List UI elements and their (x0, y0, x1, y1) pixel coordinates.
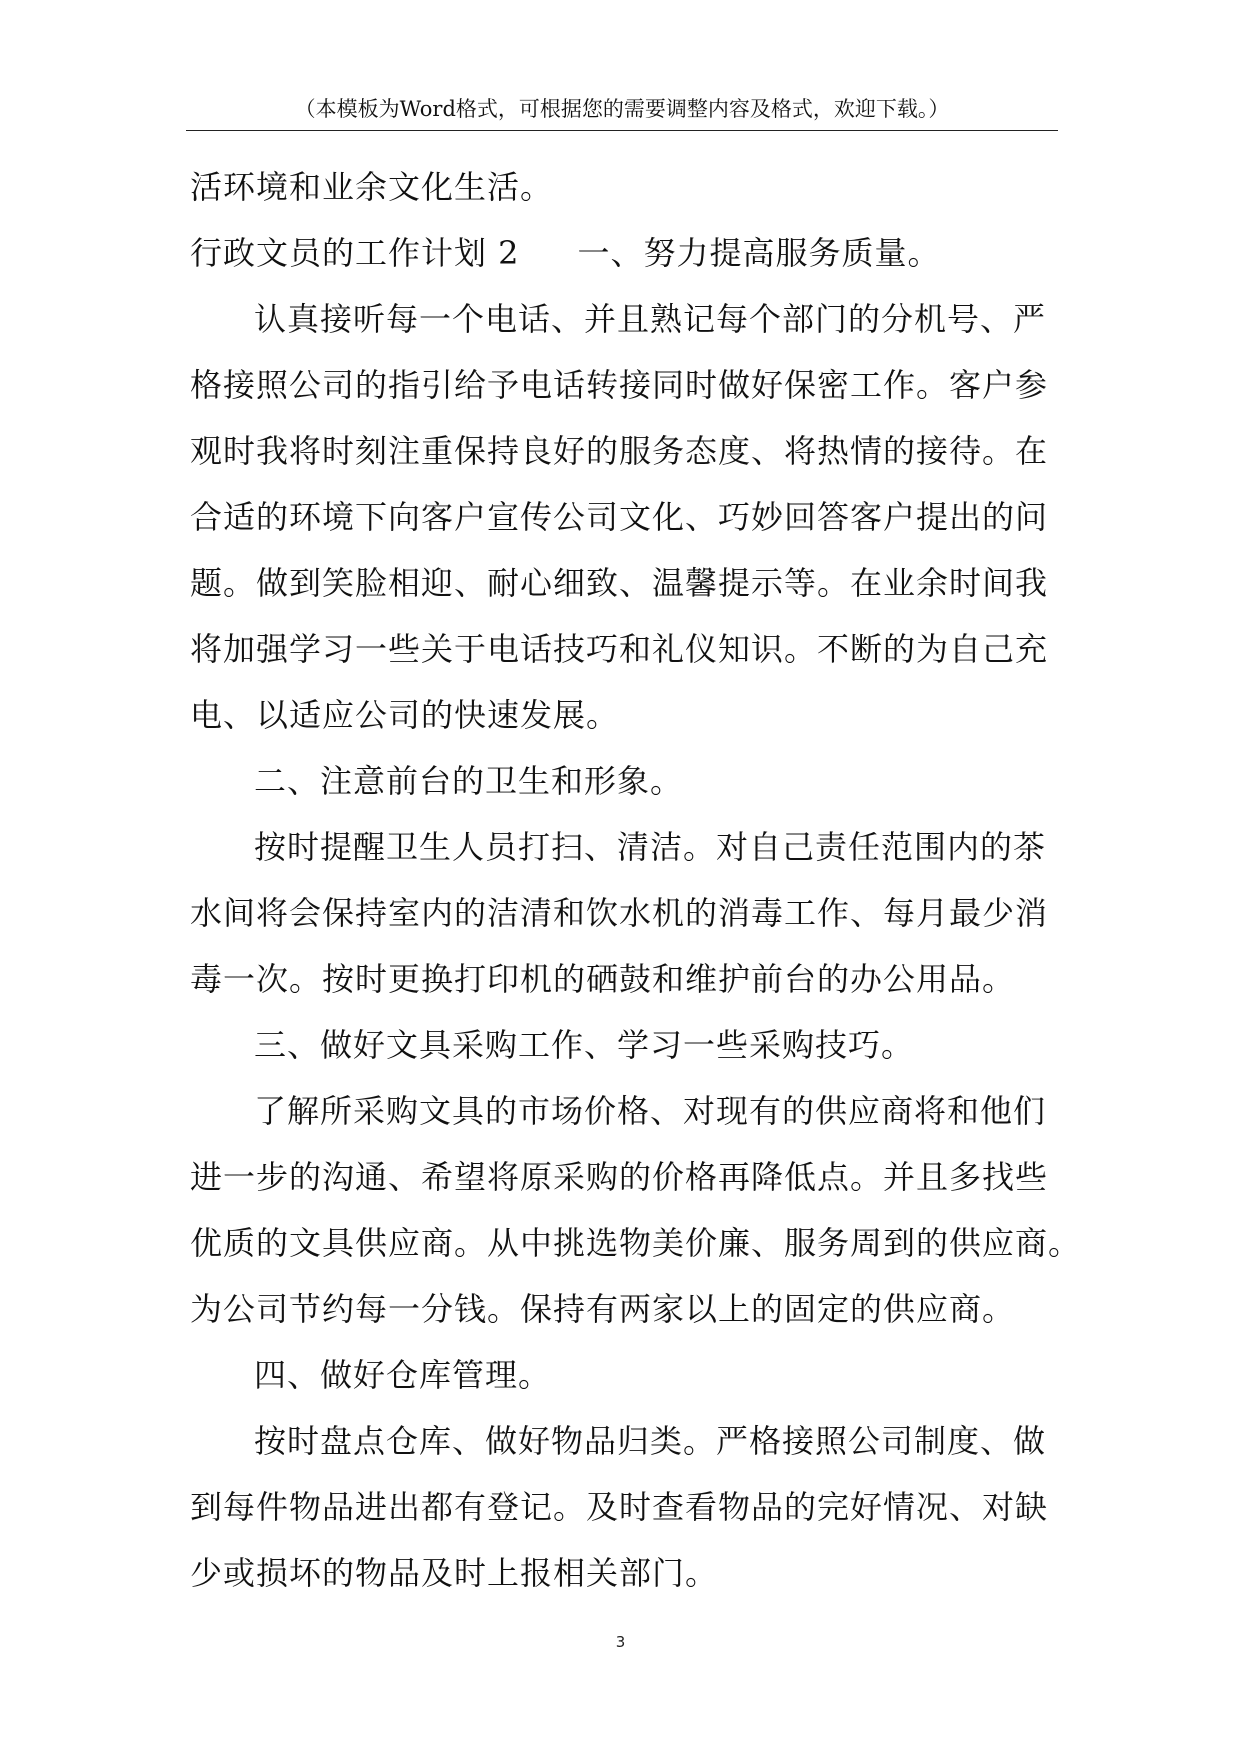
body-line: 活环境和业余文化生活。 (190, 168, 554, 206)
body-line: 按时盘点仓库、做好物品归类。严格接照公司制度、做 (254, 1422, 1047, 1460)
body-line: 为公司节约每一分钱。保持有两家以上的固定的供应商。 (190, 1290, 1016, 1328)
section-heading: 一、努力提高服务质量。 (577, 234, 941, 272)
body-line: 认真接听每一个电话、并且熟记每个部门的分机号、严 (254, 300, 1047, 338)
document-body (190, 154, 1082, 1606)
body-line: 少或损坏的物品及时上报相关部门。 (190, 1554, 719, 1592)
body-line: 格接照公司的指引给予电话转接同时做好保密工作。客户参 (190, 366, 1049, 404)
body-line: 合适的环境下向客户宣传公司文化、巧妙回答客户提出的问 (190, 498, 1049, 536)
body-line: 电、以适应公司的快速发展。 (190, 696, 620, 734)
body-line: 了解所采购文具的市场价格、对现有的供应商将和他们 (254, 1092, 1047, 1130)
title-line (190, 220, 1058, 286)
body-line: 按时提醒卫生人员打扫、清洁。对自己责任范围内的茶 (254, 828, 1047, 866)
body-line: 题。做到笑脸相迎、耐心细致、温馨提示等。在业余时间我 (190, 564, 1049, 602)
body-line: 到每件物品进出都有登记。及时查看物品的完好情况、对缺 (190, 1488, 1049, 1526)
section-heading: 三、做好文具采购工作、学习一些采购技巧。 (254, 1026, 915, 1064)
section-heading: 四、做好仓库管理。 (254, 1356, 552, 1394)
body-line: 观时我将时刻注重保持良好的服务态度、将热情的接待。在 (190, 432, 1049, 470)
section-title: 行政文员的工作计划 2 (190, 234, 520, 272)
body-line: 优质的文具供应商。从中挑选物美价廉、服务周到的供应商。 (190, 1224, 1082, 1262)
body-line: 水间将会保持室内的洁清和饮水机的消毒工作、每月最少消 (190, 894, 1049, 932)
template-note-header: （本模板为Word格式，可根据您的需要调整内容及格式，欢迎下载。） (186, 96, 1058, 131)
body-line: 毒一次。按时更换打印机的硒鼓和维护前台的办公用品。 (190, 960, 1016, 998)
body-line: 进一步的沟通、希望将原采购的价格再降低点。并且多找些 (190, 1158, 1049, 1196)
body-line: 将加强学习一些关于电话技巧和礼仪知识。不断的为自己充 (190, 630, 1049, 668)
section-heading: 二、注意前台的卫生和形象。 (254, 762, 684, 800)
page-number: 3 (615, 1633, 626, 1651)
